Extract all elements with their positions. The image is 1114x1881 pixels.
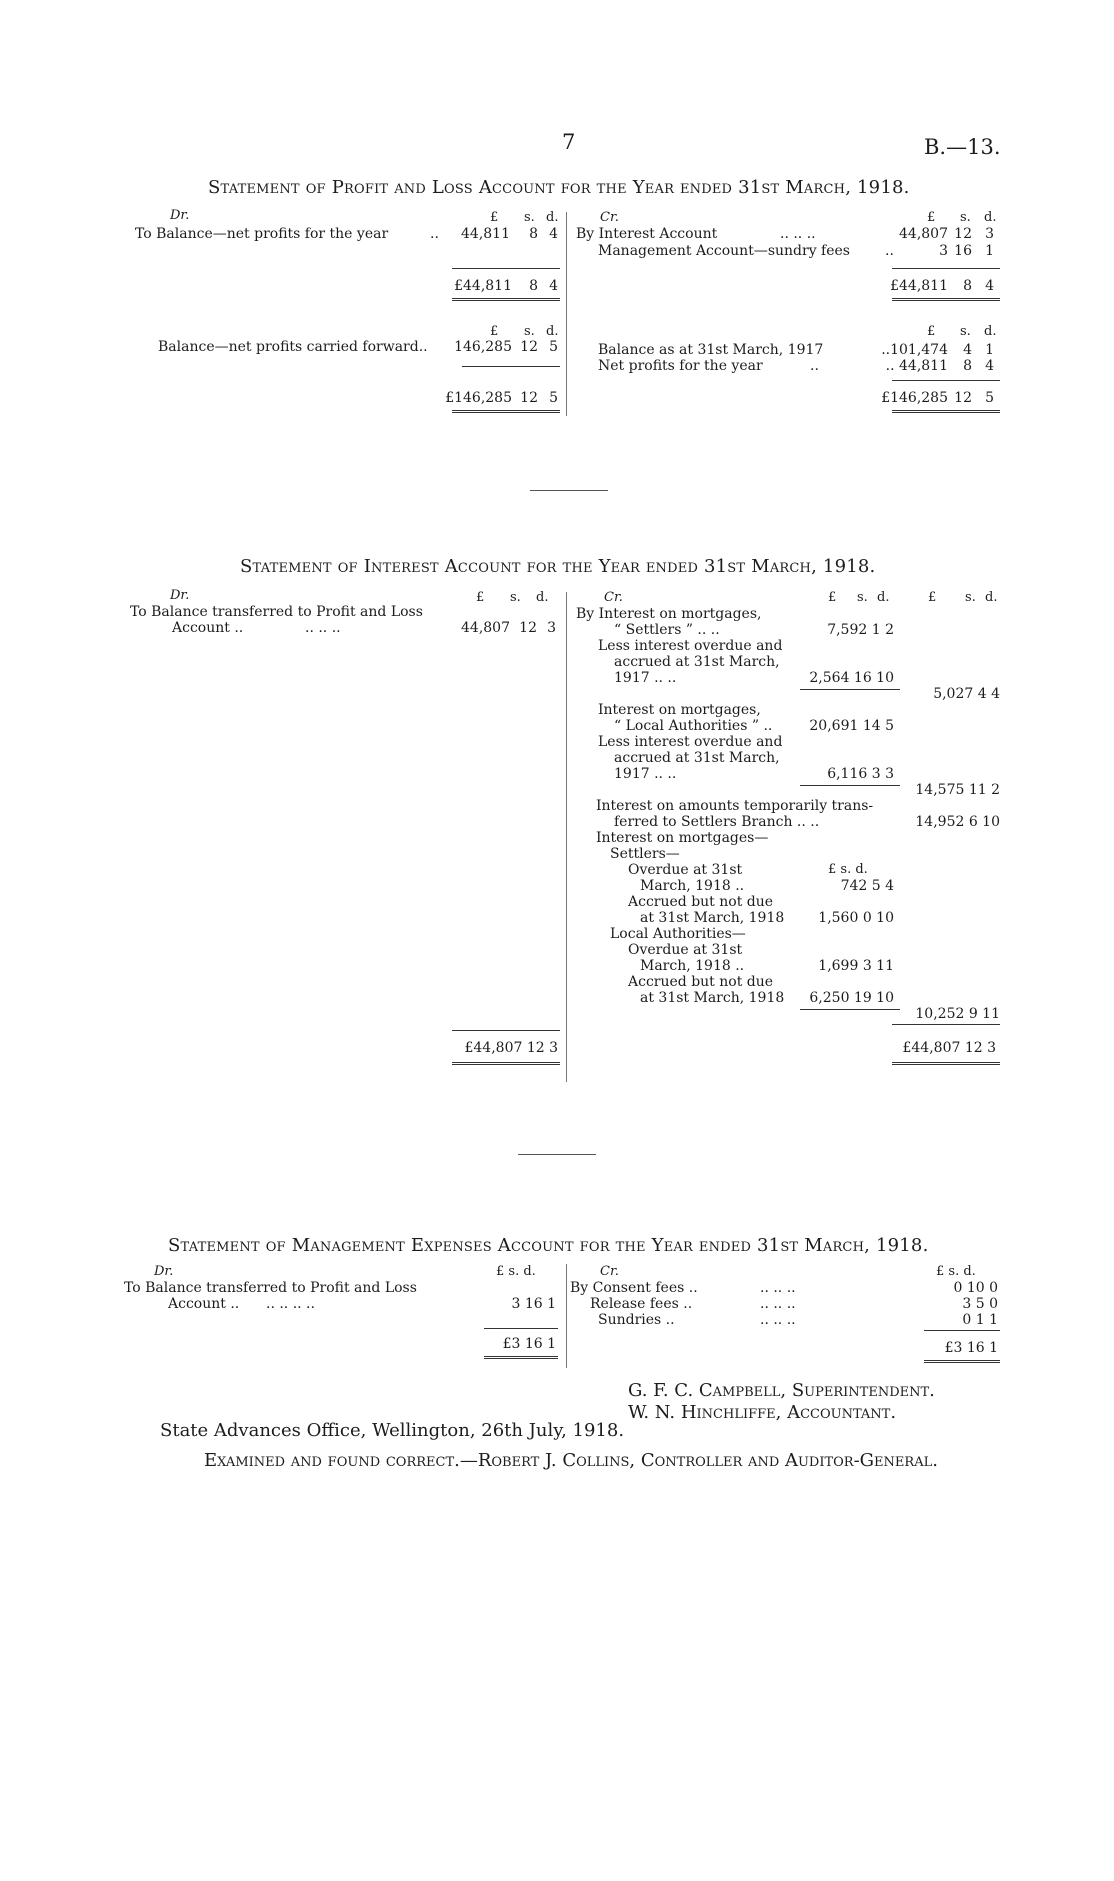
me-cr-row2-label: Release fees .. <box>590 1296 693 1312</box>
ia-cr-col-pound: £ <box>828 590 837 605</box>
pl-col-pence-2: d. <box>546 324 559 339</box>
me-title-text: Statement of Management Expenses Account for the Year ended 31st March, 1918. <box>168 1235 929 1256</box>
pl-cr-row3-pounds: ..101,474 <box>881 342 948 358</box>
pl-cr-row1-shillings: 12 <box>954 226 972 242</box>
pl-cr-row2-label: Management Account—sundry fees <box>598 243 850 259</box>
ia-cr-total-rule <box>892 1062 1000 1065</box>
ia-dr-pence: 3 <box>547 620 556 636</box>
pl-cr-label: Cr. <box>600 210 619 225</box>
me-dr-sum-rule <box>484 1328 558 1329</box>
paper-reference: B.—13. <box>924 135 1001 159</box>
ia-cr-line-2: Less interest overdue and <box>598 638 783 654</box>
pl-title-text: Statement of Profit and Loss Account for the Year ended 31st March, 1918. <box>208 177 910 198</box>
ia-cr-col-pence-2: d. <box>985 590 998 605</box>
section-separator-1 <box>530 490 608 491</box>
ia-cr-line-6: “ Local Authorities ” .. <box>614 718 773 734</box>
pl-cr-total1-pence: 4 <box>985 278 994 294</box>
signature-superintendent: G. F. C. Campbell, Superintendent. <box>628 1380 935 1401</box>
pl-cr-col-pound-2: £ <box>927 324 936 339</box>
pl-cr-total2-rule <box>892 410 1000 413</box>
pl-dr-label: Dr. <box>170 208 190 223</box>
me-cr-col-heads: £ s. d. <box>936 1264 976 1279</box>
pl-dr-row2-pence: 5 <box>549 339 558 355</box>
me-title <box>168 1235 929 1256</box>
me-dr-label: Dr. <box>154 1264 174 1279</box>
ia-cr-col-shillings: s. <box>857 590 868 605</box>
ia-value-settlers-accrued: 1,560 0 10 <box>818 910 894 926</box>
ia-cr-line-0: By Interest on mortgages, <box>576 606 762 622</box>
office-date-line: State Advances Office, Wellington, 26th July, 1918. <box>160 1420 625 1441</box>
pl-dr-sum-rule-2 <box>462 366 560 367</box>
pl-dr-row2-pounds: 146,285 <box>454 339 512 355</box>
ia-cr-line-14: Overdue at 31st <box>628 862 743 878</box>
ia-cr-line-8: accrued at 31st March, <box>614 750 780 766</box>
ia-cr-line-18: Local Authorities— <box>610 926 746 942</box>
ia-cr-sum-rule <box>892 1024 1000 1025</box>
pl-cr-row1-dots: .. .. .. <box>780 226 816 242</box>
pl-cr-row4-shillings: 8 <box>963 358 972 374</box>
ia-value-less-local: 6,116 3 3 <box>827 766 894 782</box>
me-dr-value: 3 16 1 <box>511 1296 556 1312</box>
pl-cr-total1-rule <box>892 298 1000 301</box>
ia-value-net-local: 14,575 11 2 <box>915 782 1000 798</box>
section-separator-2 <box>518 1154 596 1155</box>
pl-cr-row2-pence: 1 <box>985 243 994 259</box>
pl-divider <box>566 212 567 416</box>
ia-cr-line-16: Accrued but not due <box>628 894 774 910</box>
ia-dr-line2: Account .. <box>172 620 244 636</box>
signature-accountant: W. N. Hinchliffe, Accountant. <box>628 1402 897 1423</box>
ia-value-net-settlers: 5,027 4 4 <box>933 686 1000 702</box>
ia-dr-dots: .. .. .. <box>305 620 341 636</box>
me-dr-total-rule <box>484 1356 558 1359</box>
pl-cr-total2-pence: 5 <box>985 390 994 406</box>
pl-dr-total2-pence: 5 <box>549 390 558 406</box>
ia-sub-col-heads: £ s. d. <box>828 862 868 877</box>
ia-cr-line-5: Interest on mortgages, <box>598 702 761 718</box>
ia-cr-total: £44,807 12 3 <box>902 1040 996 1056</box>
pl-dr-sum-rule <box>452 268 560 269</box>
me-cr-row1-dots: .. .. .. <box>760 1280 796 1296</box>
pl-cr-row4-dots: .. <box>810 358 819 374</box>
pl-cr-col-pence: d. <box>984 210 997 225</box>
pl-col-pence: d. <box>546 210 559 225</box>
me-cr-total-rule <box>924 1360 1000 1363</box>
ia-cr-line-15: March, 1918 .. <box>640 878 745 894</box>
pl-cr-sum-rule-2 <box>892 380 1000 381</box>
pl-cr-col-shillings: s. <box>960 210 971 225</box>
pl-cr-row1-label: By Interest Account <box>576 226 718 242</box>
me-cr-row3-label: Sundries .. <box>598 1312 675 1328</box>
ia-cr-line-22: at 31st March, 1918 <box>640 990 785 1006</box>
pl-cr-row3-label: Balance as at 31st March, 1917 <box>598 342 824 358</box>
me-dr-line2: Account .. <box>168 1296 240 1312</box>
me-col-heads: £ s. d. <box>496 1264 536 1279</box>
ia-cr-col-pence: d. <box>877 590 890 605</box>
ia-divider <box>566 592 567 1082</box>
ia-title-text: Statement of Interest Account for the Year ended 31st March, 1918. <box>240 556 876 577</box>
pl-dr-row2-shillings: 12 <box>520 339 538 355</box>
ia-cr-line-19: Overdue at 31st <box>628 942 743 958</box>
ia-local-sub-rule <box>800 785 900 786</box>
pl-cr-row3-pence: 1 <box>985 342 994 358</box>
pl-dr-total1-rule <box>452 298 560 301</box>
me-dr-total: £3 16 1 <box>502 1336 556 1352</box>
me-cr-row3-value: 0 1 1 <box>962 1312 998 1328</box>
me-cr-sum-rule <box>924 1330 1000 1331</box>
pl-dr-row1-label: To Balance—net profits for the year <box>135 226 389 242</box>
ia-cr-line-3: accrued at 31st March, <box>614 654 780 670</box>
pl-cr-total2-pounds: £146,285 <box>881 390 948 406</box>
ia-value-local-authorities: 20,691 14 5 <box>809 718 894 734</box>
pl-title <box>208 177 910 198</box>
ia-dr-label: Dr. <box>170 588 190 603</box>
pl-cr-row4-label: Net profits for the year <box>598 358 763 374</box>
ia-value-local-overdue: 1,699 3 11 <box>818 958 894 974</box>
ia-value-settlers-overdue: 742 5 4 <box>840 878 894 894</box>
ia-cr-line-9: 1917 .. .. <box>614 766 677 782</box>
pl-col-pound: £ <box>490 210 499 225</box>
ia-cr-line-12: Interest on mortgages— <box>596 830 769 846</box>
pl-dr-total2-pounds: £146,285 <box>445 390 512 406</box>
ia-value-accrued-total: 10,252 9 11 <box>915 1006 1000 1022</box>
page-number: 7 <box>562 130 576 154</box>
ia-value-temporary: 14,952 6 10 <box>915 814 1000 830</box>
ia-cr-line-10: Interest on amounts temporarily trans- <box>596 798 874 814</box>
me-dr-line1: To Balance transferred to Profit and Loss <box>124 1280 417 1296</box>
pl-dr-row2-label: Balance—net profits carried forward.. <box>158 339 428 355</box>
pl-cr-row2-dots: .. <box>885 243 894 259</box>
ia-dr-shillings: 12 <box>519 620 537 636</box>
pl-col-shillings: s. <box>524 210 535 225</box>
ia-cr-line-4: 1917 .. .. <box>614 670 677 686</box>
ia-cr-line-11: ferred to Settlers Branch .. .. <box>614 814 820 830</box>
pl-cr-row4-pounds: .. 44,811 <box>885 358 948 374</box>
pl-dr-row1-dots: .. <box>430 226 439 242</box>
pl-dr-row1-shillings: 8 <box>529 226 538 242</box>
ia-cr-line-1: “ Settlers ” .. .. <box>614 622 720 638</box>
me-dr-dots: .. .. .. .. <box>266 1296 315 1312</box>
pl-col-pound-2: £ <box>490 324 499 339</box>
pl-dr-total2-shillings: 12 <box>520 390 538 406</box>
ia-cr-line-7: Less interest overdue and <box>598 734 783 750</box>
pl-dr-row1-pence: 4 <box>549 226 558 242</box>
ia-cr-col-pound-2: £ <box>928 590 937 605</box>
pl-cr-total1-pounds: £44,811 <box>890 278 948 294</box>
me-cr-total: £3 16 1 <box>944 1340 998 1356</box>
me-cr-label: Cr. <box>600 1264 619 1279</box>
ia-dr-sum-rule <box>452 1030 560 1031</box>
pl-dr-row1-pounds: 44,811 <box>461 226 510 242</box>
me-cr-row1-label: By Consent fees .. <box>570 1280 698 1296</box>
me-cr-row1-value: 0 10 0 <box>953 1280 998 1296</box>
ia-col-pence: d. <box>536 590 549 605</box>
pl-cr-col-pence-2: d. <box>984 324 997 339</box>
me-cr-row3-dots: .. .. .. <box>760 1312 796 1328</box>
pl-dr-total1-pounds: £44,811 <box>454 278 512 294</box>
pl-cr-row3-shillings: 4 <box>963 342 972 358</box>
pl-cr-row1-pounds: 44,807 <box>899 226 948 242</box>
pl-cr-row2-shillings: 16 <box>954 243 972 259</box>
ia-cr-line-20: March, 1918 .. <box>640 958 745 974</box>
ia-cr-line-13: Settlers— <box>610 846 680 862</box>
pl-cr-total1-shillings: 8 <box>963 278 972 294</box>
ia-accrued-sub-rule <box>800 1009 900 1010</box>
ia-dr-line1: To Balance transferred to Profit and Loss <box>130 604 423 620</box>
pl-cr-total2-shillings: 12 <box>954 390 972 406</box>
me-cr-row2-value: 3 5 0 <box>962 1296 998 1312</box>
pl-cr-col-shillings-2: s. <box>960 324 971 339</box>
pl-col-shillings-2: s. <box>524 324 535 339</box>
ia-title <box>240 556 875 577</box>
ia-settlers-sub-rule <box>800 689 900 690</box>
ia-col-shillings: s. <box>510 590 521 605</box>
ia-value-local-accrued: 6,250 19 10 <box>809 990 894 1006</box>
ia-dr-total-rule <box>452 1062 560 1065</box>
pl-cr-row4-pence: 4 <box>985 358 994 374</box>
ia-value-settlers: 7,592 1 2 <box>827 622 894 638</box>
ia-col-pound: £ <box>476 590 485 605</box>
pl-cr-row1-pence: 3 <box>985 226 994 242</box>
pl-cr-sum-rule <box>892 268 1000 269</box>
examined-text: Examined and found correct.—Robert J. Collins, Controller and Auditor-General. <box>204 1450 938 1471</box>
ia-dr-total: £44,807 12 3 <box>464 1040 558 1056</box>
pl-dr-total1-shillings: 8 <box>529 278 538 294</box>
pl-cr-col-pound: £ <box>927 210 936 225</box>
pl-dr-total2-rule <box>452 410 560 413</box>
examined-line <box>204 1450 938 1471</box>
ia-cr-line-21: Accrued but not due <box>628 974 774 990</box>
pl-dr-total1-pence: 4 <box>549 278 558 294</box>
ia-cr-col-shillings-2: s. <box>965 590 976 605</box>
me-divider <box>566 1264 567 1368</box>
ia-cr-label: Cr. <box>604 590 623 605</box>
ia-cr-line-17: at 31st March, 1918 <box>640 910 785 926</box>
ia-dr-pounds: 44,807 <box>461 620 510 636</box>
me-cr-row2-dots: .. .. .. <box>760 1296 796 1312</box>
ia-value-less-settlers: 2,564 16 10 <box>809 670 894 686</box>
pl-cr-row2-pounds: 3 <box>939 243 948 259</box>
